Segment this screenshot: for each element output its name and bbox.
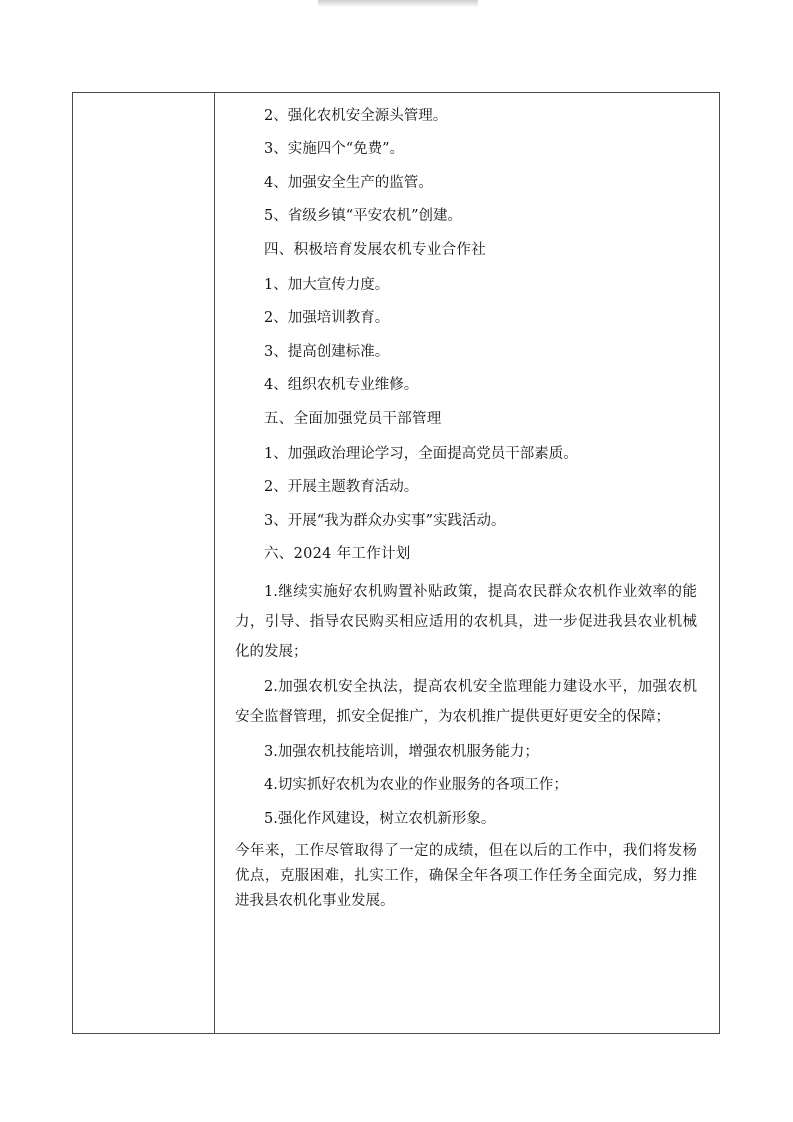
document-table xyxy=(72,92,720,1034)
list-item: 2、加强培训教育。 xyxy=(264,310,390,327)
plan-item: 1.继续实施好农机购置补贴政策，提高农民群众农机作业效率的能力，引导、指导农民购买相应适用的农机具，进一步促进我县农业机械化的发展； xyxy=(235,584,697,660)
list-item: 1、加大宣传力度。 xyxy=(264,276,390,293)
list-item: 5、省级乡镇“平安农机”创建。 xyxy=(264,208,463,225)
section-heading-four: 四、积极培育发展农机专业合作社 xyxy=(264,241,486,258)
list-item: 4、组织农机专业维修。 xyxy=(264,377,419,394)
list-item: 3、开展“我为群众办实事”实践活动。 xyxy=(264,512,506,529)
list-item: 3、提高创建标准。 xyxy=(264,343,390,360)
list-item: 2、开展主题教育活动。 xyxy=(264,479,419,496)
table-left-column xyxy=(73,93,215,1033)
plan-item: 4.切实抓好农机为农业的作业服务的各项工作； xyxy=(264,777,568,794)
list-item: 1、加强政治理论学习，全面提高党员干部素质。 xyxy=(264,445,578,462)
section-heading-six: 六、2024 年工作计划 xyxy=(264,546,411,563)
table-content-column xyxy=(215,93,719,1033)
section-heading-five: 五、全面加强党员干部管理 xyxy=(264,410,442,427)
plan-item: 5.强化作风建设，树立农机新形象。 xyxy=(264,810,496,827)
closing-paragraph: 今年来，工作尽管取得了一定的成绩，但在以后的工作中，我们将发杨优点，克服困难，扎实工作，确保全年各项工作任务全面完成，努力推进我县农机化事业发展。 xyxy=(235,843,697,910)
plan-item: 2.加强农机安全执法，提高农机安全监理能力建设水平，加强农机安全监督管理，抓安全促推广，为农机推广提供更好更安全的保障； xyxy=(235,679,697,725)
plan-item: 3.加强农机技能培训，增强农机服务能力； xyxy=(264,743,539,760)
list-item: 4、加强安全生产的监管。 xyxy=(264,174,433,191)
list-item: 3、实施四个“免费”。 xyxy=(264,141,405,158)
scan-header-artifact xyxy=(318,0,478,7)
list-item: 2、强化农机安全源头管理。 xyxy=(264,108,448,124)
